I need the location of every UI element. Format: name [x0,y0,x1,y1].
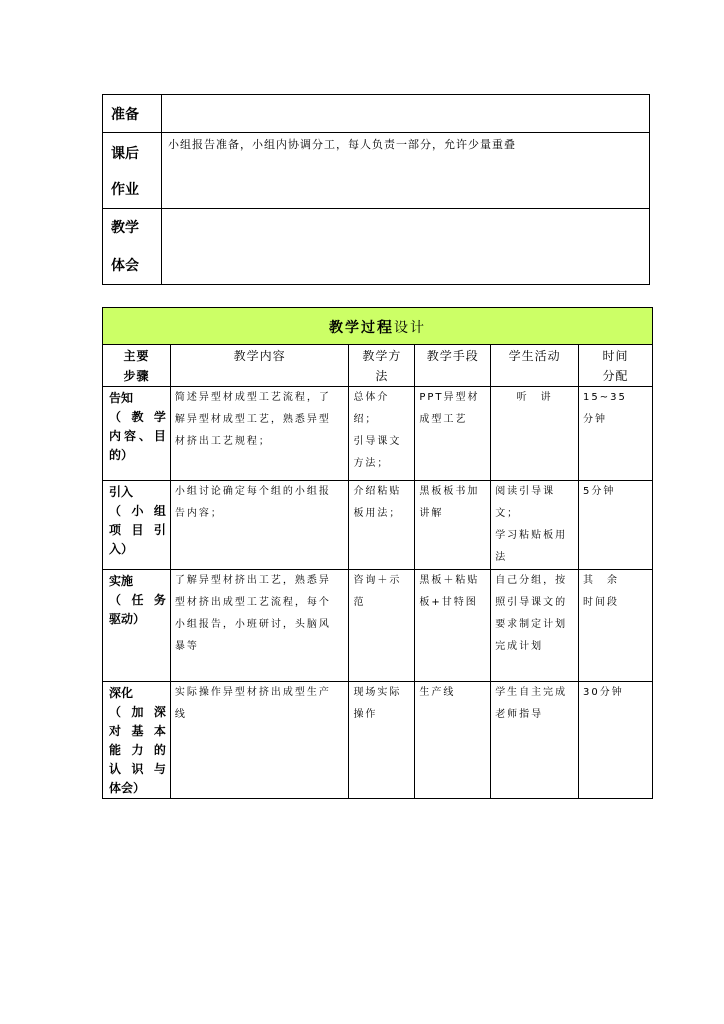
content-line: 材挤出工艺规程； [174,436,271,447]
activity-line: 阅读引导课文； [495,486,556,519]
header-time [579,345,653,387]
row-content [170,570,349,682]
header-method-line1: 教学方 [362,349,402,363]
header-row [103,345,653,387]
time-line: 时间段 [583,597,620,608]
step-line: 引入 [109,485,134,499]
header-content: 教学内容 [170,345,349,387]
reflection-content [162,209,650,285]
homework-label [103,133,162,209]
step-line: 深化 [109,686,134,700]
step-line: （小组 [109,504,166,518]
step-line: （任务 [109,593,166,607]
step-line: （教学 [109,410,166,424]
method-line: 方法； [353,458,390,469]
title-bold-part: 教学过 [328,319,377,336]
header-method [349,345,415,387]
row-activity [491,481,579,570]
table-row [103,387,653,481]
activity-line: 听 讲 [516,392,553,403]
step-line: 对基本 [109,724,166,738]
row-step [103,570,171,682]
table-row [103,570,653,682]
method-line: 引导课文 [353,436,402,447]
activity-line: 要求制定计划 [495,619,568,630]
title-row [103,308,653,345]
time-line: 其 余 [583,575,620,586]
reflection-label-line1: 教学 [111,220,139,236]
content-line: 型材挤出成型工艺流程，每个 [174,597,331,608]
step-line: 内容、目 [109,429,166,443]
row-activity [491,682,579,799]
activity-line: 照引导课文的 [495,597,568,608]
content-line: 小组报告，小班研讨，头脑风 [174,619,331,630]
step-line: 实施 [109,574,134,588]
header-time-line1: 时间 [602,349,629,363]
row-activity [491,387,579,481]
row-content [170,481,349,570]
activity-line: 学习粘贴板用 [495,530,568,541]
step-line: 告知 [109,391,134,405]
method-line: 咨询＋示 [353,575,402,586]
means-line: 讲解 [419,508,444,519]
activity-line: 学生自主完成 [495,687,568,698]
row-method [349,387,415,481]
table-row [103,481,653,570]
method-line: 范 [353,597,366,608]
table-title [103,308,653,345]
row-means [415,682,491,799]
step-line: 体会） [109,781,146,795]
prep-row [103,95,650,133]
row-time [579,481,653,570]
activity-line: 法 [495,552,508,563]
row-method [349,481,415,570]
prep-label [103,95,162,133]
after-class-table [102,94,650,285]
row-time [579,682,653,799]
header-activity: 学生活动 [491,345,579,387]
row-step [103,387,171,481]
step-line: 的） [109,448,134,462]
row-means [415,387,491,481]
row-content [170,387,349,481]
header-step [103,345,171,387]
step-line: 项目引 [109,523,166,537]
method-line: 操作 [353,709,378,720]
content-line: 小组讨论确定每个组的小组报 [174,486,331,497]
content-line: 线 [174,709,187,720]
means-line: 黑板板书加 [419,486,480,497]
method-line: 现场实际 [353,687,402,698]
prep-label-text: 准备 [111,106,139,123]
row-time [579,570,653,682]
reflection-label-line2: 体会 [111,258,139,274]
step-line: 驱动） [109,612,146,626]
means-line: 成型工艺 [419,414,468,425]
activity-line: 老师指导 [495,709,544,720]
reflection-row [103,209,650,285]
method-line: 总体介绍； [353,392,390,425]
step-line: 认识与 [109,762,166,776]
method-line: 介绍粘贴 [353,486,402,497]
step-line: （加深 [109,705,166,719]
content-line: 实际操作异型材挤出成型生产 [174,687,331,698]
row-method [349,682,415,799]
step-line: 入） [109,542,134,556]
row-step [103,682,171,799]
homework-row [103,133,650,209]
title-tail-part: 设计 [394,319,426,336]
row-content [170,682,349,799]
teaching-design-table [102,307,653,799]
table-row [103,682,653,799]
homework-label-line1: 课后 [111,146,139,162]
method-line: 板用法； [353,508,402,519]
row-step [103,481,171,570]
activity-line: 自己分组，按 [495,575,568,586]
step-line: 能力的 [109,743,166,757]
header-means: 教学手段 [415,345,491,387]
content-line: 告内容； [174,508,223,519]
prep-content [162,95,650,133]
content-line: 简述异型材成型工艺流程，了 [174,392,331,403]
header-step-line1: 主要 [123,349,150,363]
row-means [415,570,491,682]
activity-line: 完成计划 [495,641,544,652]
homework-label-line2: 作业 [111,182,139,198]
content-line: 解异型材成型工艺，熟悉异型 [174,414,331,425]
header-method-line2: 法 [375,369,389,383]
header-step-line2: 步骤 [123,369,150,383]
time-line: 15~35 [583,392,627,403]
means-line: 板+甘特图 [419,597,478,608]
time-line: 分钟 [583,414,608,425]
means-line: PPT异型材 [419,392,480,403]
time-line: 30分钟 [583,687,624,698]
row-time [579,387,653,481]
means-line: 生产线 [419,687,456,698]
homework-content: 小组报告准备，小组内协调分工，每人负责一部分，允许少量重叠 [162,133,650,209]
content-line: 暴等 [174,641,199,652]
row-activity [491,570,579,682]
content-line: 了解异型材挤出工艺，熟悉异 [174,575,331,586]
time-line: 5分钟 [583,486,616,497]
title-mid-part: 程 [376,317,394,336]
header-time-line2: 分配 [602,369,629,383]
reflection-label [103,209,162,285]
row-method [349,570,415,682]
means-line: 黑板＋粘贴 [419,575,480,586]
row-means [415,481,491,570]
